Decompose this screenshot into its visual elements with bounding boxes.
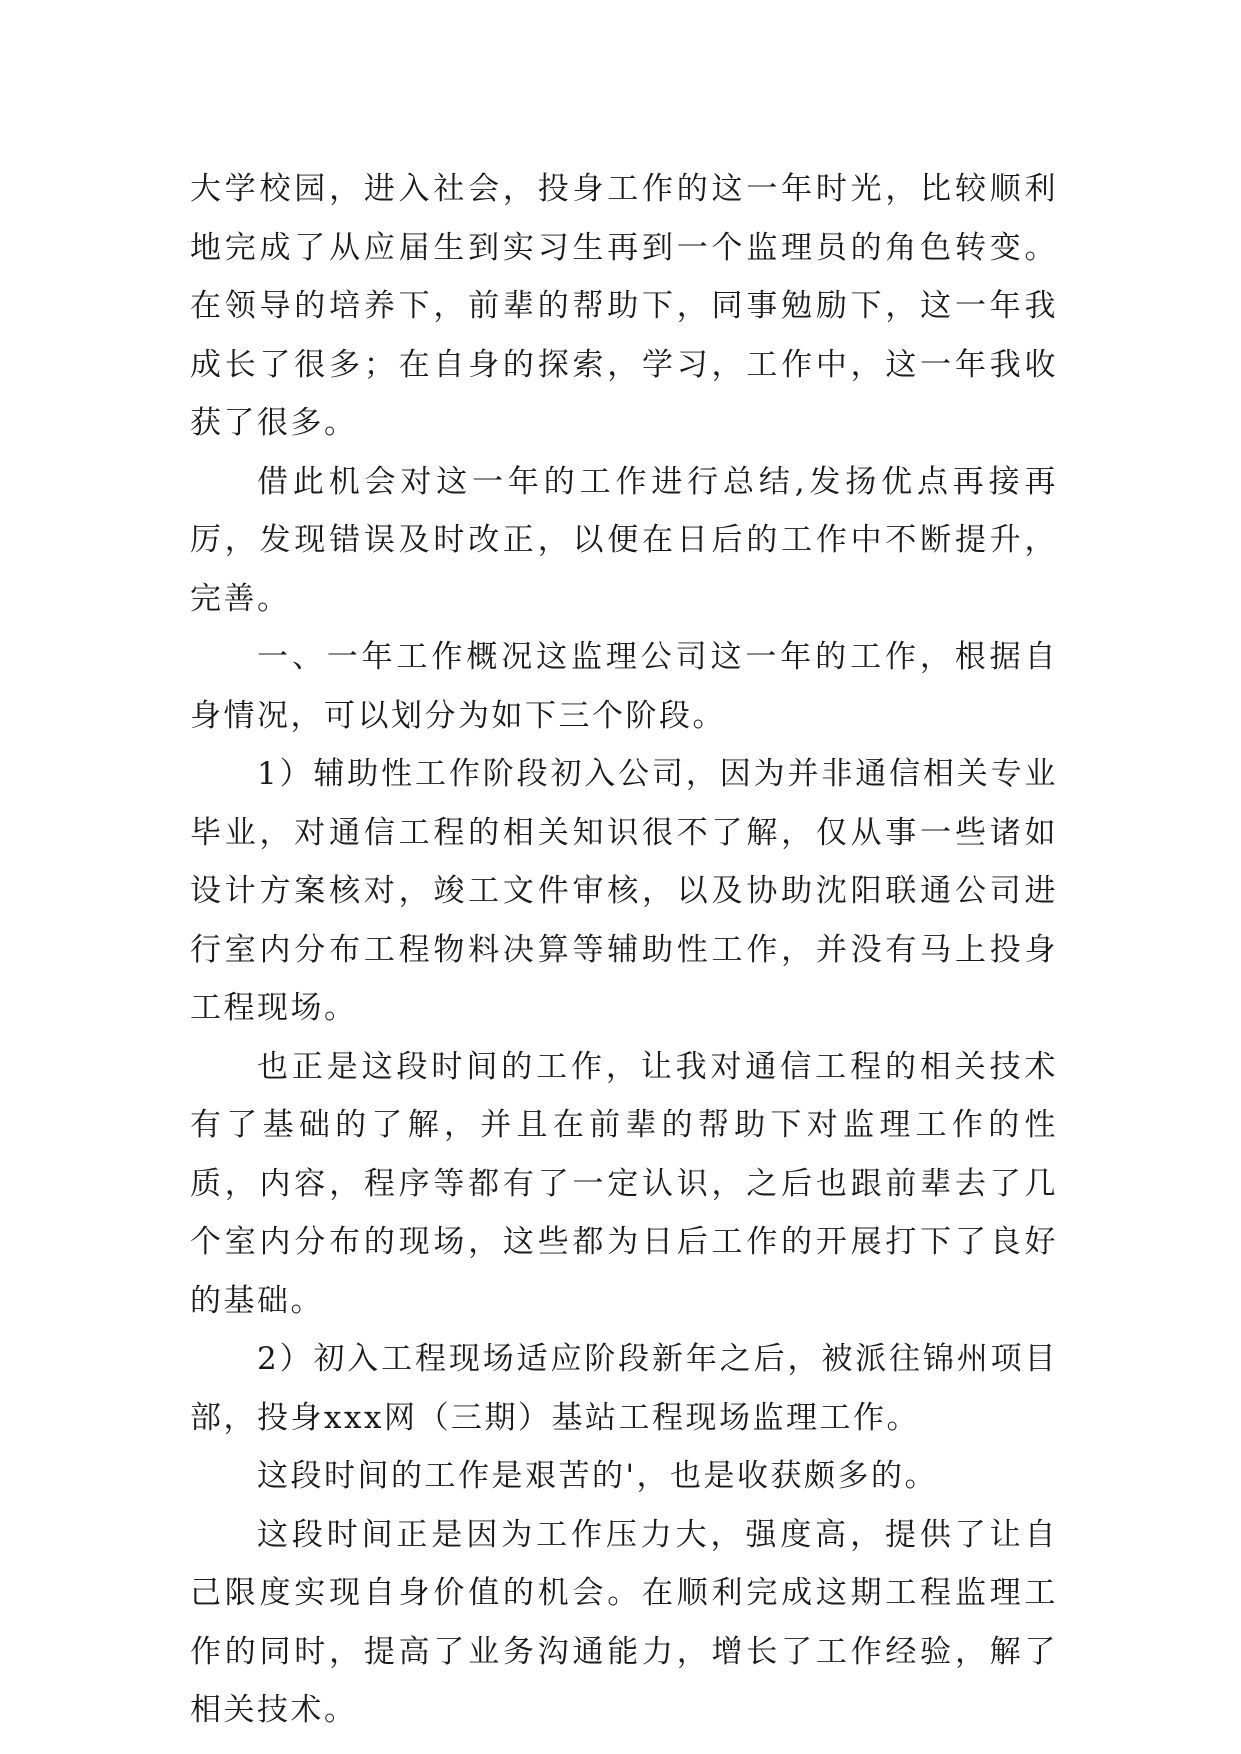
document-body (190, 160, 1058, 1740)
paragraph-7: 这段时间的工作是艰苦的'，也是收获颇多的。 (257, 1458, 939, 1494)
paragraph-5: 也正是这段时间的工作，让我对通信工程的相关技术有了基础的了解，并且在前辈的帮助下对监理工作的性质，内容，程序等都有了一定认识，之后也跟前辈去了几个室内分布的现场，这些都为日后工作的开展打下了良好的基础。 (190, 1048, 1058, 1319)
paragraph-8: 这段时间正是因为工作压力大，强度高，提供了让自己限度实现自身价值的机会。在顺利完成这期工程监理工作的同时，提高了业务沟通能力，增长了工作经验，解了相关技术。 (190, 1516, 1058, 1728)
paragraph-3: 一、一年工作概况这监理公司这一年的工作，根据自身情况，可以划分为如下三个阶段。 (190, 639, 1058, 734)
paragraph-4: 1）辅助性工作阶段初入公司，因为并非通信相关专业毕业，对通信工程的相关知识很不了解，仅从事一些诸如设计方案核对，竣工文件审核，以及协助沈阳联通公司进行室内分布工程物料决算等辅助性工作，并没有马上投身工程现场。 (190, 756, 1058, 1026)
paragraph-2: 借此机会对这一年的工作进行总结,发扬优点再接再厉，发现错误及时改正，以便在日后的工作中不断提升，完善。 (190, 463, 1058, 617)
paragraph-6: 2）初入工程现场适应阶段新年之后，被派往锦州项目部，投身xxx网（三期）基站工程现场监理工作。 (190, 1341, 1058, 1436)
paragraph-1: 大学校园，进入社会，投身工作的这一年时光，比较顺利地完成了从应届生到实习生再到一个监理员的角色转变。在领导的培养下，前辈的帮助下，同事勉励下，这一年我成长了很多；在自身的探索，学习，工作中，这一年我收获了很多。 (190, 171, 1058, 441)
